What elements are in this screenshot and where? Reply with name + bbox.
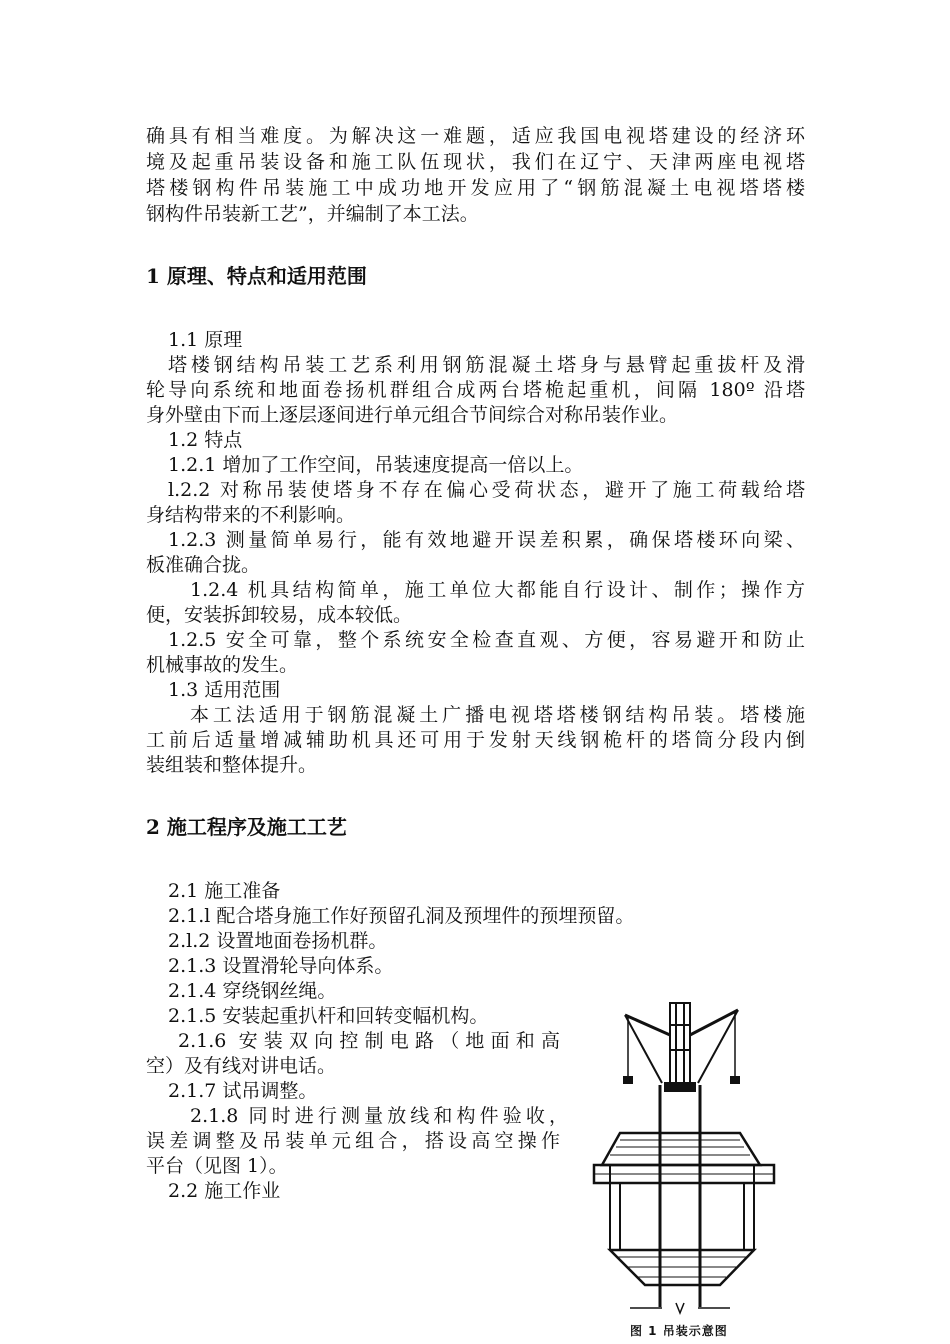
p2-1-6-line-2: 空）及有线对讲电话。: [146, 1055, 337, 1077]
p2-1-8-line-3: 平台（见图 1）。: [146, 1155, 288, 1177]
p1-1-line-3: 身外壁由下而上逐层逐间进行单元组合节间综合对称吊装作业。: [146, 404, 679, 426]
p1-2-2-line-1: l.2.2 对称吊装使塔身不存在偏心受荷状态，避开了施工荷载给塔: [168, 479, 805, 501]
p2-1-6-line-1: 2.1.6 安装双向控制电路（地面和高: [178, 1030, 560, 1052]
section-2-heading: 2 施工程序及施工工艺: [146, 815, 347, 839]
p1-2-1: 1.2.1 增加了工作空间，吊装速度提高一倍以上。: [168, 454, 584, 476]
subsection-1-1-title: 1.1 原理: [168, 329, 243, 351]
p2-1-8-line-2: 误差调整及吊装单元组合，搭设高空操作: [146, 1130, 560, 1152]
intro-line-4: 钢构件吊装新工艺”，并编制了本工法。: [146, 203, 479, 225]
p2-1-1: 2.1.l 配合塔身施工作好预留孔洞及预埋件的预埋预留。: [168, 905, 635, 927]
p1-2-4-line-1: 1.2.4 机具结构简单，施工单位大都能自行设计、制作；操作方: [190, 579, 805, 601]
p2-1-7: 2.1.7 试吊调整。: [168, 1080, 318, 1102]
p1-3-line-1: 本工法适用于钢筋混凝土广播电视塔塔楼钢结构吊装。塔楼施: [190, 704, 805, 726]
p1-3-line-3: 装组装和整体提升。: [146, 754, 318, 776]
subsection-2-1-title: 2.1 施工准备: [168, 880, 281, 902]
subsection-1-2-title: 1.2 特点: [168, 429, 243, 451]
p1-2-3-line-2: 板准确合拢。: [146, 554, 261, 576]
intro-line-1: 确具有相当难度。为解决这一难题，适应我国电视塔建设的经济环: [146, 125, 805, 147]
section-1-heading: 1 原理、特点和适用范围: [146, 264, 367, 288]
p1-1-line-1: 塔楼钢结构吊装工艺系利用钢筋混凝土塔身与悬臂起重拔杆及滑: [168, 354, 805, 376]
intro-line-2: 境及起重吊装设备和施工队伍现状，我们在辽宁、天津两座电视塔: [146, 151, 805, 173]
p2-1-8-line-1: 2.1.8 同时进行测量放线和构件验收，: [190, 1105, 568, 1127]
figure-caption: 图 1 吊装示意图: [630, 1324, 728, 1338]
p1-1-line-2: 轮导向系统和地面卷扬机群组合成两台塔桅起重机，间隔 180º 沿塔: [146, 379, 805, 401]
p2-1-3: 2.1.3 设置滑轮导向体系。: [168, 955, 394, 977]
lifting-schematic-figure: [590, 995, 780, 1340]
p1-2-3-line-1: 1.2.3 测量简单易行，能有效地避开误差积累，确保塔楼环向梁、: [168, 529, 805, 551]
p2-1-2: 2.l.2 设置地面卷扬机群。: [168, 930, 388, 952]
subsection-1-3-title: 1.3 适用范围: [168, 679, 281, 701]
intro-line-3: 塔楼钢构件吊装施工中成功地开发应用了“钢筋混凝土电视塔塔楼: [146, 177, 805, 199]
subsection-2-2-title: 2.2 施工作业: [168, 1180, 281, 1202]
p1-2-5-line-1: 1.2.5 安全可靠，整个系统安全检查直观、方便，容易避开和防止: [168, 629, 805, 651]
p1-2-2-line-2: 身结构带来的不利影响。: [146, 504, 356, 526]
p2-1-5: 2.1.5 安装起重扒杆和回转变幅机构。: [168, 1005, 489, 1027]
p1-3-line-2: 工前后适量增减辅助机具还可用于发射天线钢桅杆的塔筒分段内倒: [146, 729, 805, 751]
p1-2-4-line-2: 便，安装拆卸较易，成本较低。: [146, 604, 413, 626]
p2-1-4: 2.1.4 穿绕钢丝绳。: [168, 980, 337, 1002]
p1-2-5-line-2: 机械事故的发生。: [146, 654, 299, 676]
